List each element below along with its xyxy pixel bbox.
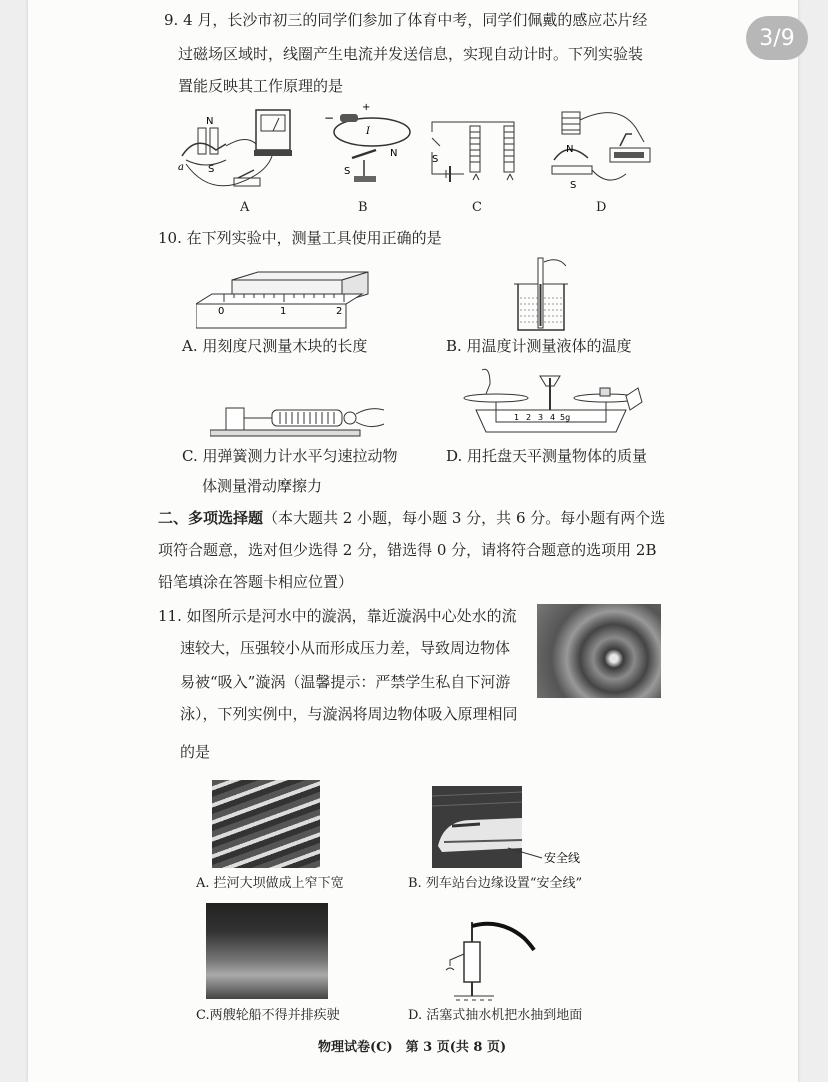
q10-stem: 10. 在下列实验中，测量工具使用正确的是 — [158, 229, 442, 247]
balance-tick-2: 2 — [526, 413, 532, 422]
ruler-tick-0: 0 — [218, 306, 225, 317]
q9-option-b-label: B — [358, 200, 368, 215]
q10-option-d: D. 用托盘天平测量物体的质量 — [446, 447, 648, 465]
q11-stem-line-2: 速较大，压强较小从而形成压力差，导致周边物体 — [180, 639, 511, 657]
q11-option-a: A. 拦河大坝做成上窄下宽 — [196, 876, 344, 891]
q9-figure-d — [548, 108, 656, 194]
q9-stem-line-1: 9. 4 月，长沙市初三的同学们参加了体育中考，同学们佩戴的感应芯片经 — [164, 11, 648, 29]
safety-line-tag: 安全线 — [544, 851, 580, 865]
fig-c-s-label: S — [432, 154, 439, 165]
q10-figure-spring-scale — [210, 400, 386, 440]
fig-a-n-label: N — [206, 116, 214, 127]
section-2-header — [158, 508, 665, 528]
page-indicator-badge: 3/9 — [746, 16, 808, 60]
q10-option-c-line-2: 体测量滑动摩擦力 — [202, 477, 323, 495]
balance-tick-1: 1 — [514, 413, 520, 422]
fig-b-n-label: N — [390, 148, 398, 159]
ruler-tick-2: 2 — [336, 306, 343, 317]
q10-option-a: A. 用刻度尺测量木块的长度 — [182, 337, 368, 355]
q9-option-a-label: A — [240, 200, 250, 215]
q11-stem-line-4: 泳），下列实例中，与漩涡将周边物体吸入原理相同 — [180, 705, 518, 723]
balance-tick-3: 3 — [538, 413, 544, 422]
ships-photo — [206, 903, 328, 999]
section-2-line-2: 项符合题意，选对但少选得 2 分，错选得 0 分，请将符合题意的选项用 2B — [158, 541, 657, 559]
q9-stem-line-2: 过磁场区域时，线圈产生电流并发送信息，实现自动计时。下列实验装 — [178, 45, 644, 63]
dam-photo — [212, 780, 320, 868]
section-2-instructions: （本大题共 2 小题，每小题 3 分，共 6 分。每小题有两个选 — [263, 509, 666, 527]
fig-d-n-label: N — [566, 144, 574, 155]
q9-option-d-label: D — [596, 200, 607, 215]
q10-option-c-line-1: C. 用弹簧测力计水平匀速拉动物 — [182, 447, 398, 465]
pump-figure — [440, 920, 540, 1004]
q10-option-b: B. 用温度计测量液体的温度 — [446, 337, 632, 355]
q10-figure-balance — [456, 366, 646, 438]
balance-tick-5g: 5g — [560, 413, 571, 422]
fig-a-s-label: S — [208, 164, 215, 175]
q9-figure-b — [318, 100, 414, 188]
q9-stem-line-3: 置能反映其工作原理的是 — [178, 77, 344, 95]
ruler-tick-1: 1 — [280, 306, 287, 317]
fig-d-s-label: S — [570, 180, 577, 191]
fig-b-s-label: S — [344, 166, 351, 177]
train-photo — [432, 786, 580, 868]
q9-figure-a — [176, 104, 300, 196]
page-footer: 物理试卷(C) 第 3 页(共 8 页) — [318, 1040, 507, 1055]
q11-stem-line-1: 11. 如图所示是河水中的漩涡，靠近漩涡中心处水的流 — [158, 607, 517, 625]
q10-figure-ruler — [196, 270, 372, 332]
balance-tick-4: 4 — [550, 413, 556, 422]
q9-figure-c — [424, 112, 532, 190]
fig-a-a-label: a — [178, 162, 184, 173]
q11-option-c: C.两艘轮船不得并排疾驶 — [196, 1008, 340, 1023]
fig-b-minus-label: − — [324, 111, 335, 125]
section-2-title: 二、多项选择题 — [158, 509, 264, 527]
q9-option-c-label: C — [472, 200, 482, 215]
q10-figure-thermometer — [510, 254, 574, 334]
fig-b-current-label: I — [366, 126, 370, 137]
q11-option-b: B. 列车站台边缘设置“安全线” — [408, 876, 583, 891]
q11-stem-line-5: 的是 — [180, 743, 211, 761]
q11-option-d: D. 活塞式抽水机把水抽到地面 — [408, 1008, 583, 1023]
whirlpool-photo — [537, 604, 661, 698]
section-2-line-3: 铅笔填涂在答题卡相应位置） — [158, 573, 354, 591]
q11-stem-line-3: 易被“吸入”漩涡（温馨提示：严禁学生私自下河游 — [180, 673, 511, 691]
fig-b-plus-label: + — [362, 102, 371, 113]
